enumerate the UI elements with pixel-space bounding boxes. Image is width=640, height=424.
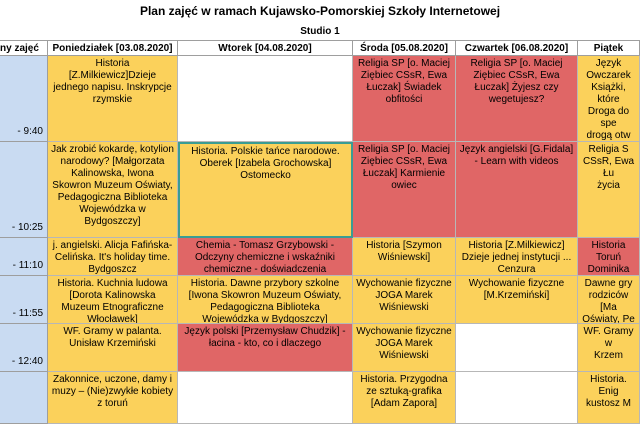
lesson-cell[interactable]: Religia SP [o. Maciej Ziębiec CSsR, Ewa Łuczak] Karmienie owiec (353, 142, 456, 238)
lesson-cell[interactable]: WF. Gramy w Krzem (578, 324, 640, 372)
lesson-cell[interactable]: Historia Toruń Dominika (578, 238, 640, 276)
lesson-cell[interactable]: Historia. Dawne przybory szkolne [Iwona Skowron Muzeum Oświaty, Pedagogiczna Biblioteka Wojewódzka w Bydgoszczy] (178, 276, 353, 324)
lesson-cell[interactable]: Historia. Polskie tańce narodowe. Oberek [Izabela Grochowska] Ostomecko (178, 142, 353, 238)
time-slot (0, 56, 48, 142)
lesson-cell[interactable]: Chemia - Tomasz Grzybowski - Odczyny chemiczne i wskaźniki chemiczne - doświadczenia (178, 238, 353, 276)
studio-label: Studio 1 (300, 26, 340, 37)
time-label: - 12:40 (11, 356, 43, 367)
page-title: Plan zajęć w ramach Kujawsko-Pomorskiej Szkoły Internetowej (139, 4, 501, 18)
lesson-cell[interactable]: Historia [Z.Milkiewicz] Dzieje jednej instytucji ... Cenzura (456, 238, 578, 276)
time-slot (0, 276, 48, 324)
lesson-cell[interactable] (178, 56, 353, 142)
time-label: - 9:40 (17, 126, 43, 137)
lesson-cell[interactable] (456, 372, 578, 424)
time-slot (0, 142, 48, 238)
time-slot (0, 238, 48, 276)
column-header: Wtorek [04.08.2020] (178, 41, 353, 56)
lesson-cell[interactable]: Zakonnice, uczone, damy i muzy – (Nie)zwykłe kobiety z toruń (48, 372, 178, 424)
lesson-cell[interactable]: Wychowanie fizyczne JOGA Marek Wiśniewski (353, 324, 456, 372)
lesson-cell[interactable] (456, 324, 578, 372)
lesson-cell[interactable]: j. angielski. Alicja Fafińska-Celińska. It's holiday time. Bydgoszcz (48, 238, 178, 276)
lesson-cell[interactable]: Jak zrobić kokardę, kotylion narodowy? [Małgorzata Kalinowska, Iwona Skowron Muzeum Oświaty, Pedagogiczna Biblioteka Wojewódzka w Bydgoszczy] (48, 142, 178, 238)
lesson-cell[interactable]: Religia SP [o. Maciej Ziębiec CSsR, Ewa Łuczak] Żyjesz czy wegetujesz? (456, 56, 578, 142)
column-header: Środa [05.08.2020] (353, 41, 456, 56)
time-label: - 10:25 (11, 222, 43, 233)
lesson-cell[interactable]: Historia. Przygodna ze sztuką-grafika [Adam Zapora] (353, 372, 456, 424)
column-header: ny zajęć (0, 41, 48, 56)
column-header: Czwartek [06.08.2020] (456, 41, 578, 56)
lesson-cell[interactable]: Religia S CSsR, Ewa Łu życia (578, 142, 640, 238)
lesson-cell[interactable] (178, 372, 353, 424)
time-slot (0, 372, 48, 424)
lesson-cell[interactable]: Dawne gry rodziców [Ma Oświaty, Pe (578, 276, 640, 324)
lesson-cell[interactable]: Język angielski [G.Fidala] - Learn with videos (456, 142, 578, 238)
lesson-cell[interactable]: Historia. Enig kustosz M (578, 372, 640, 424)
time-slot (0, 324, 48, 372)
time-label: - 11:55 (12, 308, 43, 319)
lesson-cell[interactable]: Język Owczarek Książki, które Droga do spe drogą otw (578, 56, 640, 142)
lesson-cell[interactable]: Język polski [Przemysław Chudzik] - łacina - kto, co i dlaczego (178, 324, 353, 372)
lesson-cell[interactable]: Historia [Szymon Wiśniewski] (353, 238, 456, 276)
lesson-cell[interactable]: Historia [Z.Milkiewicz]Dzieje jednego napisu. Inskrypcje rzymskie (48, 56, 178, 142)
lesson-cell[interactable]: Historia. Kuchnia ludowa [Dorota Kalinowska Muzeum Etnograficzne Włocławek] (48, 276, 178, 324)
column-header: Poniedziałek [03.08.2020] (48, 41, 178, 56)
lesson-cell[interactable]: Wychowanie fizyczne [M.Krzemiński] (456, 276, 578, 324)
lesson-cell[interactable]: WF. Gramy w palanta. Unisław Krzemiński (48, 324, 178, 372)
lesson-cell[interactable]: Religia SP [o. Maciej Ziębiec CSsR, Ewa Łuczak] Świadek obfitości (353, 56, 456, 142)
lesson-cell[interactable]: Wychowanie fizyczne JOGA Marek Wiśniewski (353, 276, 456, 324)
time-label: - 11:10 (12, 260, 43, 271)
column-header: Piątek (578, 41, 640, 56)
